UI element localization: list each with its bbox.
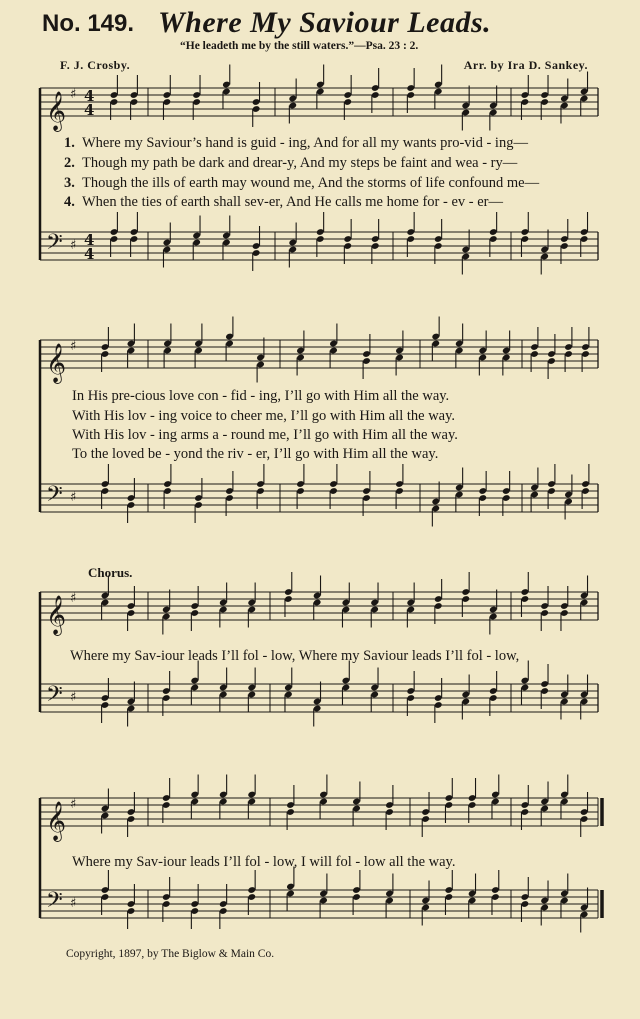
bass-clef: 𝄢 [46, 682, 63, 712]
chorus-line-1: Where my Sav-iour leads I’ll fol - low, Where my Saviour leads I’ll fol - low, [70, 648, 520, 664]
chorus-label: Chorus. [88, 565, 133, 580]
verse-1-line-1: 1. Where my Saviour’s hand is guid - ing, And for all my wants pro-vid - ing— [64, 135, 528, 151]
time-signature: 4 [84, 87, 95, 105]
time-signature: 4 [84, 231, 95, 249]
verse-2-line-1: 2. Though my path be dark and drear-y, And my steps be faint and wea - ry— [64, 155, 518, 171]
time-signature: 4 [84, 245, 95, 263]
key-signature-sharp: ♯ [70, 690, 77, 705]
key-signature-sharp: ♯ [70, 797, 77, 812]
verse-2-line-2: With His lov - ing voice to cheer me, I’ll go with Him all the way. [72, 408, 456, 424]
verse-4-line-1: 4. When the ties of earth shall sev-er, And He calls me home for - ev - er— [64, 194, 503, 210]
key-signature-sharp: ♯ [70, 490, 77, 505]
treble-clef: 𝄞 [46, 595, 67, 635]
key-signature-sharp: ♯ [70, 87, 77, 102]
treble-clef: 𝄞 [46, 801, 67, 841]
key-signature-sharp: ♯ [70, 591, 77, 606]
verse-3-line-1: 3. Though the ills of earth may wound me, And the storms of life confound me— [64, 175, 540, 191]
verse-1-line-2: In His pre-cious love con - fid - ing, I’ll go with Him all the way. [72, 388, 450, 404]
treble-clef: 𝄞 [46, 91, 67, 131]
bass-clef: 𝄢 [46, 888, 63, 918]
copyright-notice: Copyright, 1897, by The Biglow & Main Co. [66, 948, 275, 960]
verse-4-line-2: To the loved be - yond the riv - er, I’ll go with Him all the way. [72, 446, 439, 462]
arranger-credit: Arr. by Ira D. Sankey. [463, 58, 588, 72]
verse-3-line-2: With His lov - ing arms a - round me, I’ll go with Him all the way. [72, 427, 458, 443]
bass-clef: 𝄢 [46, 230, 63, 260]
hymn-number: No. 149. [42, 10, 135, 37]
key-signature-sharp: ♯ [70, 896, 77, 911]
scripture-reference: “He leadeth me by the still waters.”—Psa. 23 : 2. [180, 40, 419, 52]
time-signature: 4 [84, 101, 95, 119]
hymn-title: Where My Saviour Leads. [158, 6, 492, 39]
bass-clef: 𝄢 [46, 482, 63, 512]
chorus-line-2: Where my Sav-iour leads I’ll fol - low, I will fol - low all the way. [72, 854, 456, 870]
key-signature-sharp: ♯ [70, 238, 77, 253]
key-signature-sharp: ♯ [70, 339, 77, 354]
author-credit: F. J. Crosby. [60, 58, 131, 72]
treble-clef: 𝄞 [46, 343, 67, 383]
